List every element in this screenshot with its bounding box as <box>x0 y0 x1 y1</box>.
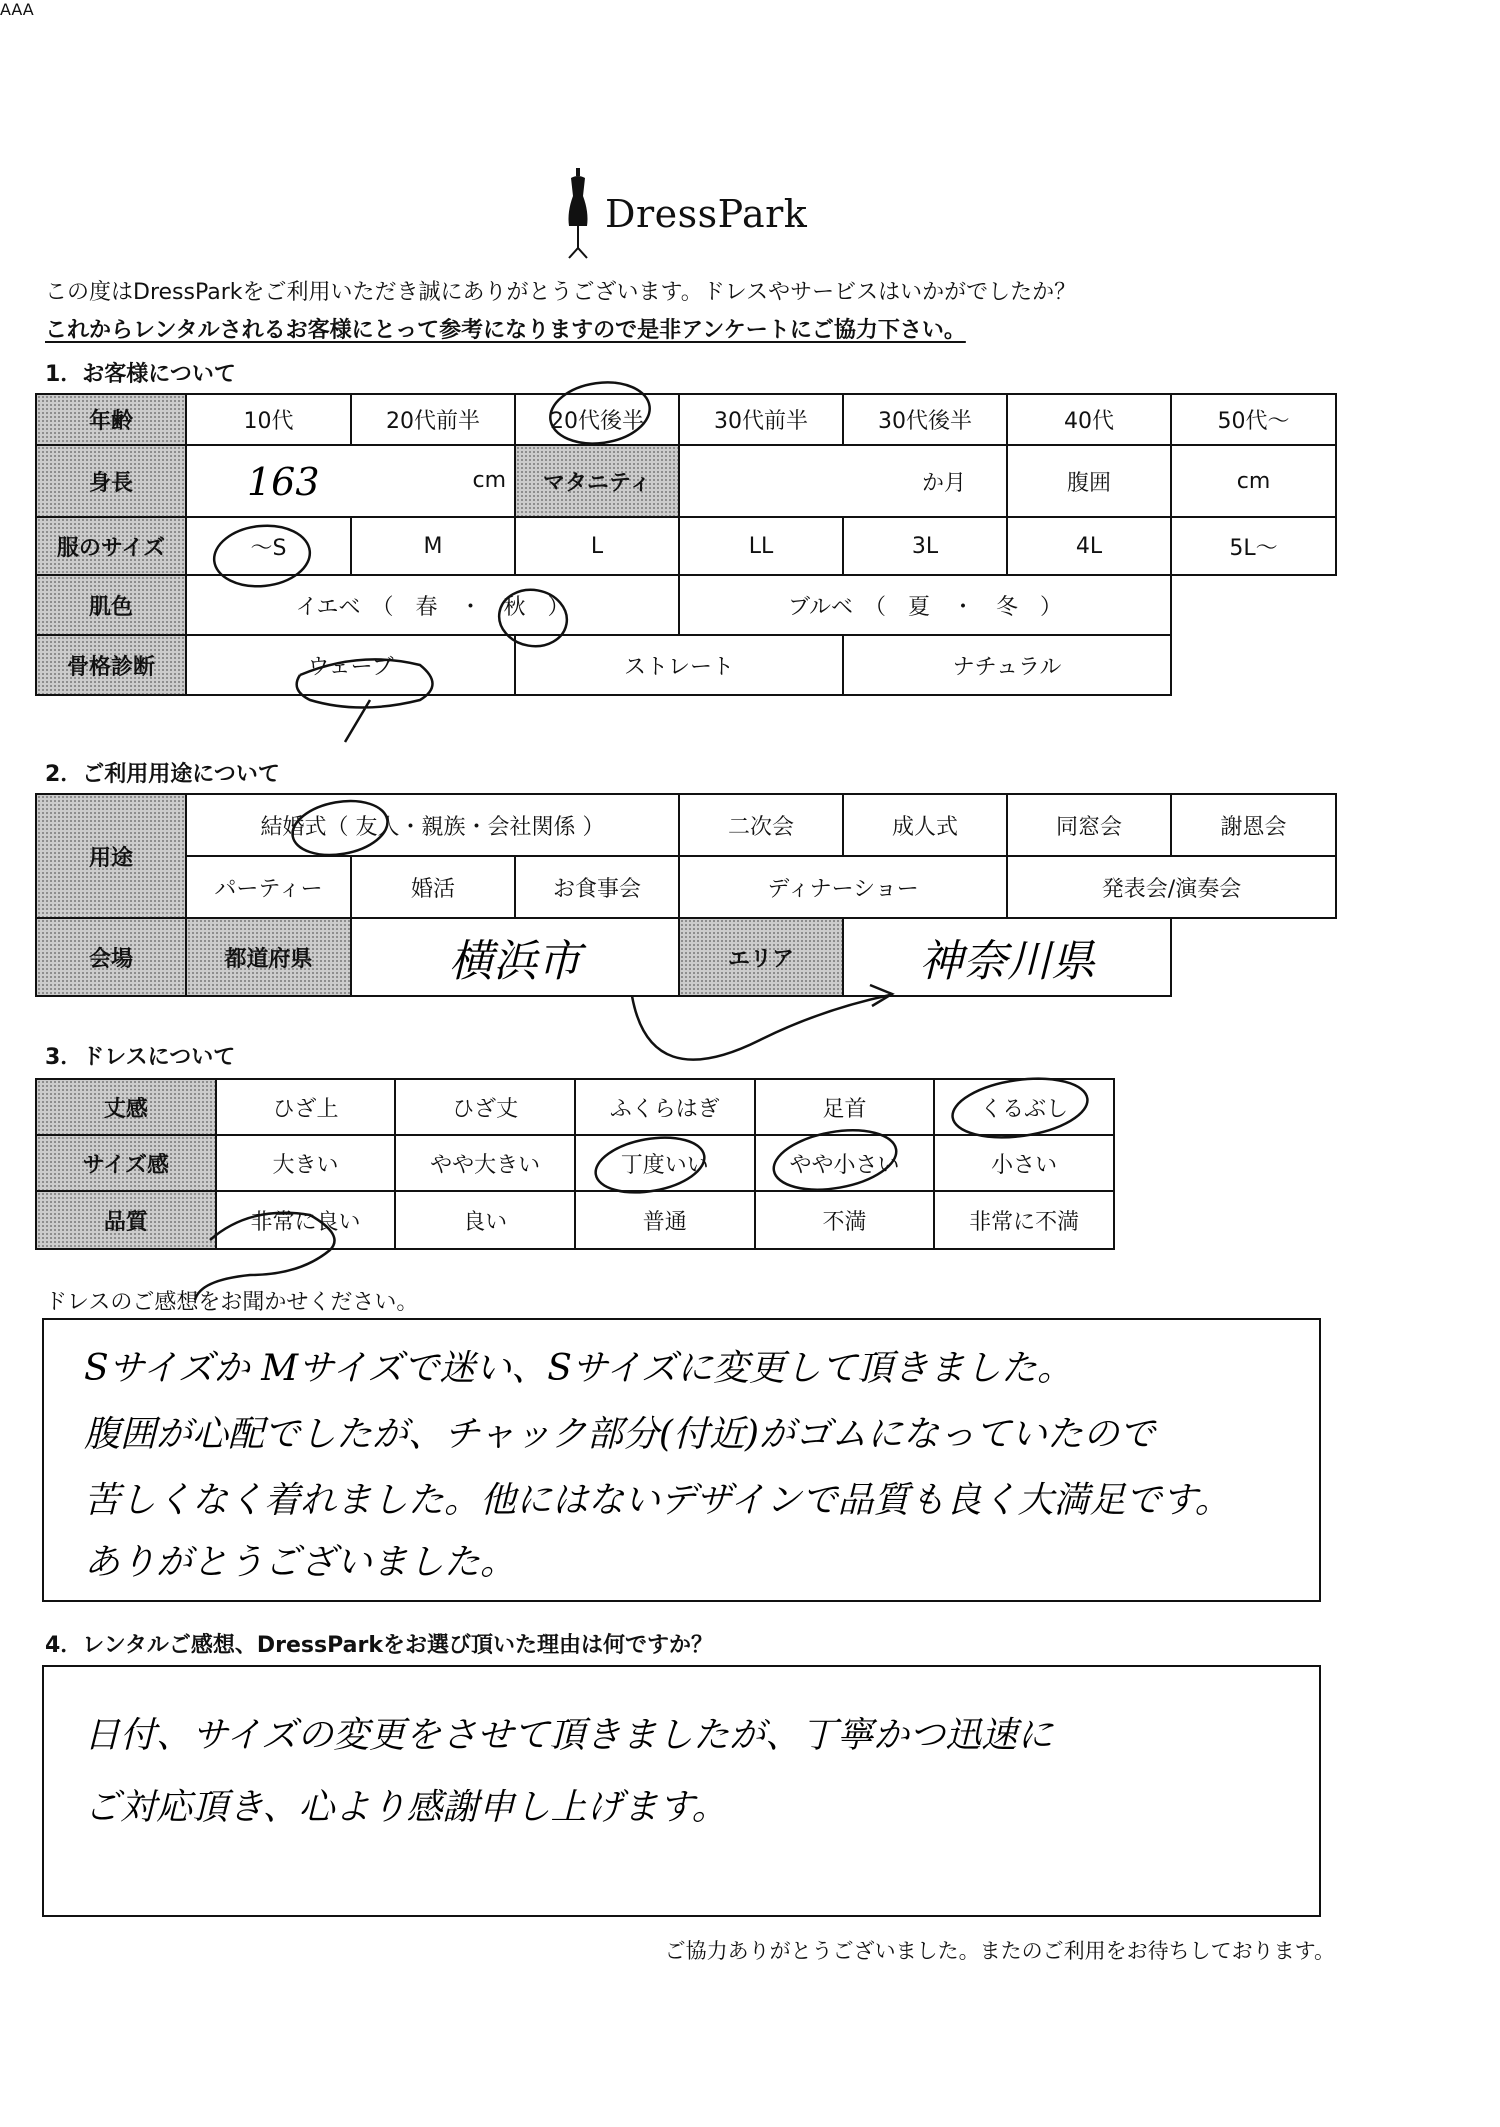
purpose-option[interactable]: 婚活 <box>351 856 515 918</box>
purpose-option[interactable]: 二次会 <box>679 794 843 856</box>
dress-comment-line: Sサイズか Mサイズで迷い、Sサイズに変更して頂きました。 <box>84 1348 1073 1389</box>
quality-option[interactable]: 普通 <box>575 1191 755 1249</box>
age-option-selected[interactable]: 20代後半 <box>515 394 679 445</box>
area-label: エリア <box>679 918 843 996</box>
purpose-option[interactable]: お食事会 <box>515 856 679 918</box>
height-field[interactable] <box>186 445 515 517</box>
height-unit: cm <box>472 468 506 493</box>
purpose-option[interactable]: 謝恩会 <box>1171 794 1336 856</box>
rental-comment-line: 日付、サイズの変更をさせて頂きましたが、丁寧かつ迅速に <box>84 1715 1054 1756</box>
area-value: 神奈川県 <box>919 936 1096 987</box>
size-option[interactable]: LL <box>679 517 843 575</box>
length-label: 丈感 <box>36 1079 216 1135</box>
dresspark-logo <box>565 168 807 260</box>
prefecture-value: 横浜市 <box>449 936 581 987</box>
length-option[interactable]: ひざ上 <box>216 1079 396 1135</box>
section2-title: 2．ご利用用途について <box>45 762 280 787</box>
size-option-selected[interactable]: ～S <box>186 517 351 575</box>
age-option[interactable]: 50代～ <box>1171 394 1336 445</box>
dress-comment-line: 苦しくなく着れました。他にはないデザインで品質も良く大満足です。 <box>84 1480 1231 1521</box>
fit-option-selected[interactable]: 丁度いい <box>575 1135 755 1191</box>
length-option[interactable]: ひざ丈 <box>395 1079 575 1135</box>
maternity-months-field[interactable] <box>679 445 1007 517</box>
dress-comment-prompt: ドレスのご感想をお聞かせください。 <box>45 1290 419 1315</box>
dress-table <box>35 1078 1115 1250</box>
dress-comment-line: ありがとうございました。 <box>84 1542 517 1583</box>
length-option[interactable]: 足首 <box>755 1079 935 1135</box>
age-option[interactable]: 30代前半 <box>679 394 843 445</box>
prefecture-label: 都道府県 <box>186 918 351 996</box>
age-option[interactable]: 40代 <box>1007 394 1171 445</box>
length-option-selected[interactable]: くるぶし <box>934 1079 1114 1135</box>
waist-unit: cm <box>1236 468 1271 494</box>
venue-label: 会場 <box>36 918 186 996</box>
height-label: 身長 <box>36 445 186 517</box>
months-unit: か月 <box>921 470 966 496</box>
fit-option[interactable]: やや大きい <box>395 1135 575 1191</box>
dress-comment-box[interactable] <box>42 1318 1321 1602</box>
maternity-label: マタニティ <box>515 445 679 517</box>
section4-title: 4．レンタルご感想、DressParkをお選び頂いた理由は何ですか？ <box>45 1633 713 1658</box>
size-option[interactable]: 3L <box>843 517 1007 575</box>
fit-option[interactable]: 大きい <box>216 1135 396 1191</box>
fit-label: サイズ感 <box>36 1135 216 1191</box>
frame-option[interactable]: ストレート <box>515 635 843 695</box>
fit-option[interactable]: 小さい <box>934 1135 1114 1191</box>
section1-title: 1．お客様について <box>45 362 236 387</box>
dress-form-icon <box>565 168 591 260</box>
size-option[interactable]: L <box>515 517 679 575</box>
age-label: 年齢 <box>36 394 186 445</box>
rental-comment-box[interactable] <box>42 1665 1321 1917</box>
quality-option-selected[interactable]: 非常に良い <box>216 1191 396 1249</box>
intro-request: これからレンタルされるお客様にとって参考になりますので是非アンケートにご協力下さい。 <box>45 318 966 343</box>
purpose-table <box>35 793 1337 997</box>
rental-comment-line: ご対応頂き、心より感謝申し上げます。 <box>84 1787 728 1828</box>
intro-text: この度はDressParkをご利用いただき誠にありがとうございます。ドレスやサービスはいかがでしたか？ <box>45 280 1077 305</box>
footer-thanks: ご協力ありがとうございました。またのご利用をお待ちしております。 <box>664 1939 1335 1963</box>
age-option[interactable]: 30代後半 <box>843 394 1007 445</box>
length-option[interactable]: ふくらはぎ <box>575 1079 755 1135</box>
prefecture-field[interactable] <box>351 918 679 996</box>
fit-option-selected[interactable]: やや小さい <box>755 1135 935 1191</box>
quality-option[interactable]: 不満 <box>755 1191 935 1249</box>
height-value: 163 <box>247 460 320 504</box>
skin-label: 肌色 <box>36 575 186 635</box>
purpose-option[interactable]: 発表会/演奏会 <box>1007 856 1336 918</box>
frame-option-selected[interactable]: ウェーブ <box>186 635 515 695</box>
quality-option[interactable]: 非常に不満 <box>934 1191 1114 1249</box>
size-option[interactable]: 5L～ <box>1171 517 1336 575</box>
quality-label: 品質 <box>36 1191 216 1249</box>
frame-label: 骨格診断 <box>36 635 186 695</box>
skin-yellow-option[interactable]: イエベ （ 春 ・ 秋 ） <box>186 575 679 635</box>
quality-option[interactable]: 良い <box>395 1191 575 1249</box>
logo-text: DressPark <box>605 192 808 236</box>
purpose-option[interactable]: ディナーショー <box>679 856 1007 918</box>
customer-table <box>35 393 1337 696</box>
area-field[interactable] <box>843 918 1171 996</box>
waist-label: 腹囲 <box>1007 445 1171 517</box>
purpose-wedding[interactable]: 結婚式（ 友人・親族・会社関係 ） <box>186 794 679 856</box>
purpose-option[interactable]: パーティー <box>186 856 351 918</box>
frame-option[interactable]: ナチュラル <box>843 635 1171 695</box>
size-label: 服のサイズ <box>36 517 186 575</box>
purpose-option[interactable]: 成人式 <box>843 794 1007 856</box>
dress-comment-line: 腹囲が心配でしたが、チャック部分(付近)がゴムになっていたので <box>84 1414 1156 1455</box>
waist-field[interactable] <box>1171 445 1336 517</box>
size-option[interactable]: 4L <box>1007 517 1171 575</box>
size-option[interactable]: M <box>351 517 515 575</box>
purpose-option[interactable]: 同窓会 <box>1007 794 1171 856</box>
purpose-label: 用途 <box>36 794 186 918</box>
skin-blue-option[interactable]: ブルベ （ 夏 ・ 冬 ） <box>679 575 1171 635</box>
age-option[interactable]: 20代前半 <box>351 394 515 445</box>
age-option[interactable]: 10代 <box>186 394 351 445</box>
section3-title: 3．ドレスについて <box>45 1045 236 1070</box>
